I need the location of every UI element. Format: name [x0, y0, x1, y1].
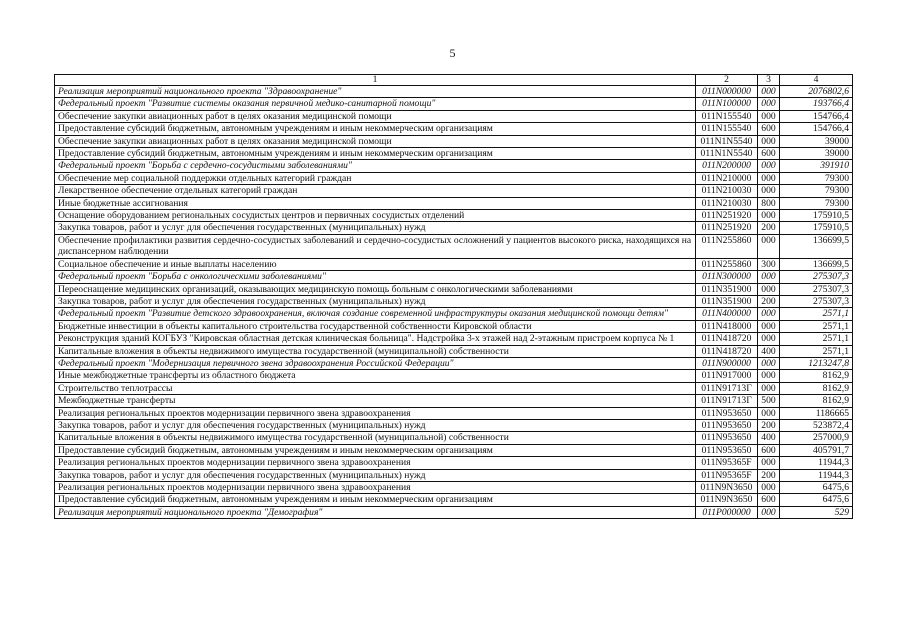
header-cell-sum: 4 [780, 75, 853, 86]
cell-code: 011N953650 [696, 444, 758, 456]
cell-code: 011N351900 [696, 295, 758, 307]
cell-name: Бюджетные инвестиции в объекты капитального строительства государственной собственности Кировской области [55, 320, 696, 332]
cell-code: 011N917000 [696, 370, 758, 382]
table-body [55, 86, 853, 519]
cell-name: Обеспечение закупки авиационных работ в целях оказания медицинской помощи [55, 110, 696, 122]
cell-vr: 000 [758, 185, 780, 197]
cell-code: 011N300000 [696, 271, 758, 283]
cell-code: 011N200000 [696, 160, 758, 172]
cell-vr: 600 [758, 123, 780, 135]
header-row [55, 75, 853, 86]
table-row [55, 494, 853, 506]
cell-sum: 8162,9 [780, 382, 853, 394]
cell-vr: 000 [758, 160, 780, 172]
cell-vr: 200 [758, 222, 780, 234]
cell-vr: 000 [758, 407, 780, 419]
cell-sum: 6475,6 [780, 494, 853, 506]
cell-sum: 257000,9 [780, 432, 853, 444]
cell-sum: 11944,3 [780, 457, 853, 469]
table-row [55, 86, 853, 98]
cell-code: 011N900000 [696, 357, 758, 369]
cell-sum: 2571,1 [780, 333, 853, 345]
table-row [55, 271, 853, 283]
table-row [55, 222, 853, 234]
cell-code: 011N251920 [696, 222, 758, 234]
table-row [55, 172, 853, 184]
cell-name: Реализация региональных проектов модернизации первичного звена здравоохранения [55, 482, 696, 494]
cell-vr: 200 [758, 295, 780, 307]
table-row [55, 407, 853, 419]
table-row [55, 258, 853, 270]
cell-vr: 000 [758, 234, 780, 258]
cell-code: 011N9N3650 [696, 482, 758, 494]
cell-code: 011P000000 [696, 506, 758, 518]
cell-sum: 2571,1 [780, 345, 853, 357]
cell-name: Предоставление субсидий бюджетным, автономным учреждениям и иным некоммерческим организациям [55, 123, 696, 135]
cell-vr: 000 [758, 110, 780, 122]
cell-code: 011N210030 [696, 185, 758, 197]
cell-sum: 2571,1 [780, 320, 853, 332]
table-row [55, 148, 853, 160]
table-row [55, 283, 853, 295]
cell-code: 011N91713Г [696, 382, 758, 394]
cell-name: Реализация региональных проектов модернизации первичного звена здравоохранения [55, 407, 696, 419]
cell-sum: 405791,7 [780, 444, 853, 456]
table-row [55, 444, 853, 456]
table-row [55, 357, 853, 369]
table-row [55, 333, 853, 345]
cell-sum: 8162,9 [780, 370, 853, 382]
cell-vr: 000 [758, 86, 780, 98]
cell-sum: 39000 [780, 135, 853, 147]
cell-name: Иные межбюджетные трансферты из областного бюджета [55, 370, 696, 382]
cell-code: 011N95365F [696, 457, 758, 469]
cell-vr: 000 [758, 382, 780, 394]
cell-vr: 000 [758, 333, 780, 345]
cell-name: Реконструкция зданий КОГБУЗ "Кировская областная детская клиническая больница". Надстройка 3-х этажей над 2-этажным пристроем корпуса № 1 [55, 333, 696, 345]
cell-name: Закупка товаров, работ и услуг для обеспечения государственных (муниципальных) нужд [55, 419, 696, 431]
cell-vr: 000 [758, 308, 780, 320]
cell-sum: 175910,5 [780, 210, 853, 222]
cell-sum: 8162,9 [780, 395, 853, 407]
cell-code: 011N418720 [696, 345, 758, 357]
table-row [55, 110, 853, 122]
cell-vr: 000 [758, 370, 780, 382]
table-row [55, 98, 853, 110]
table-row [55, 469, 853, 481]
table-row [55, 432, 853, 444]
cell-code: 011N400000 [696, 308, 758, 320]
cell-vr: 000 [758, 135, 780, 147]
cell-name: Федеральный проект "Модернизация первичного звена здравоохранения Российской Федерации" [55, 357, 696, 369]
cell-name: Переоснащение медицинских организаций, оказывающих медицинскую помощь больным с онкологическими заболеваниями [55, 283, 696, 295]
cell-vr: 000 [758, 283, 780, 295]
cell-code: 011N155540 [696, 110, 758, 122]
cell-vr: 200 [758, 419, 780, 431]
table-row [55, 185, 853, 197]
cell-name: Обеспечение мер социальной поддержки отдельных категорий граждан [55, 172, 696, 184]
cell-sum: 275307,3 [780, 283, 853, 295]
cell-name: Строительство теплотрассы [55, 382, 696, 394]
cell-code: 011N210030 [696, 197, 758, 209]
cell-vr: 000 [758, 210, 780, 222]
table-row [55, 135, 853, 147]
cell-code: 011N95365F [696, 469, 758, 481]
cell-vr: 500 [758, 395, 780, 407]
cell-name: Лекарственное обеспечение отдельных категорий граждан [55, 185, 696, 197]
cell-name: Иные бюджетные ассигнования [55, 197, 696, 209]
cell-name: Федеральный проект "Развитие детского здравоохранения, включая создание современной инфраструктуры оказания медицинской помощи детям" [55, 308, 696, 320]
cell-sum: 2571,1 [780, 308, 853, 320]
cell-vr: 000 [758, 357, 780, 369]
cell-name: Реализация мероприятий национального проекта "Здравоохранение" [55, 86, 696, 98]
cell-name: Предоставление субсидий бюджетным, автономным учреждениям и иным некоммерческим организациям [55, 494, 696, 506]
table-row [55, 308, 853, 320]
header-cell-name: 1 [55, 75, 696, 86]
table-row [55, 419, 853, 431]
table-row [55, 197, 853, 209]
cell-name: Закупка товаров, работ и услуг для обеспечения государственных (муниципальных) нужд [55, 469, 696, 481]
cell-sum: 275307,3 [780, 295, 853, 307]
cell-sum: 1213247,8 [780, 357, 853, 369]
cell-sum: 1186665 [780, 407, 853, 419]
cell-sum: 39000 [780, 148, 853, 160]
table-row [55, 482, 853, 494]
cell-code: 011N255860 [696, 234, 758, 258]
header-cell-code: 2 [696, 75, 758, 86]
table-row [55, 506, 853, 518]
cell-name: Закупка товаров, работ и услуг для обеспечения государственных (муниципальных) нужд [55, 222, 696, 234]
cell-vr: 000 [758, 271, 780, 283]
cell-name: Закупка товаров, работ и услуг для обеспечения государственных (муниципальных) нужд [55, 295, 696, 307]
table-row [55, 295, 853, 307]
cell-code: 011N9N3650 [696, 494, 758, 506]
cell-code: 011N351900 [696, 283, 758, 295]
cell-code: 011N418000 [696, 320, 758, 332]
cell-vr: 400 [758, 345, 780, 357]
cell-sum: 79300 [780, 185, 853, 197]
cell-vr: 600 [758, 444, 780, 456]
cell-sum: 79300 [780, 172, 853, 184]
budget-table [54, 74, 853, 519]
cell-name: Предоставление субсидий бюджетным, автономным учреждениям и иным некоммерческим организациям [55, 444, 696, 456]
cell-name: Реализация мероприятий национального проекта "Демография" [55, 506, 696, 518]
cell-name: Межбюджетные трансферты [55, 395, 696, 407]
cell-code: 011N000000 [696, 86, 758, 98]
table-row [55, 345, 853, 357]
cell-vr: 600 [758, 148, 780, 160]
cell-sum: 193766,4 [780, 98, 853, 110]
cell-name: Обеспечение профилактики развития сердечно-сосудистых заболеваний и сердечно-сосудистых осложнений у пациентов высокого риска, находящихся на диспансерном наблюдении [55, 234, 696, 258]
table-row [55, 234, 853, 258]
cell-code: 011N953650 [696, 407, 758, 419]
header-cell-vr: 3 [758, 75, 780, 86]
cell-name: Федеральный проект "Развитие системы оказания первичной медико-санитарной помощи" [55, 98, 696, 110]
cell-sum: 136699,5 [780, 234, 853, 258]
cell-code: 011N210000 [696, 172, 758, 184]
cell-sum: 529 [780, 506, 853, 518]
cell-vr: 000 [758, 172, 780, 184]
cell-vr: 000 [758, 320, 780, 332]
cell-sum: 136699,5 [780, 258, 853, 270]
cell-vr: 200 [758, 469, 780, 481]
cell-name: Оснащение оборудованием региональных сосудистых центров и первичных сосудистых отделений [55, 210, 696, 222]
cell-code: 011N418720 [696, 333, 758, 345]
table-row [55, 457, 853, 469]
cell-name: Федеральный проект "Борьба с онкологическими заболеваниями" [55, 271, 696, 283]
cell-vr: 800 [758, 197, 780, 209]
cell-sum: 154766,4 [780, 123, 853, 135]
cell-name: Реализация региональных проектов модернизации первичного звена здравоохранения [55, 457, 696, 469]
cell-name: Капитальные вложения в объекты недвижимого имущества государственной (муниципальной) собственности [55, 432, 696, 444]
cell-sum: 523872,4 [780, 419, 853, 431]
table-row [55, 123, 853, 135]
cell-name: Капитальные вложения в объекты недвижимого имущества государственной (муниципальной) собственности [55, 345, 696, 357]
cell-code: 011N251920 [696, 210, 758, 222]
cell-sum: 175910,5 [780, 222, 853, 234]
cell-sum: 11944,3 [780, 469, 853, 481]
cell-code: 011N255860 [696, 258, 758, 270]
cell-code: 011N100000 [696, 98, 758, 110]
cell-sum: 391910 [780, 160, 853, 172]
cell-sum: 6475,6 [780, 482, 853, 494]
cell-sum: 275307,3 [780, 271, 853, 283]
cell-vr: 000 [758, 506, 780, 518]
table-row [55, 395, 853, 407]
cell-name: Обеспечение закупки авиационных работ в целях оказания медицинской помощи [55, 135, 696, 147]
cell-code: 011N953650 [696, 432, 758, 444]
cell-vr: 600 [758, 494, 780, 506]
cell-vr: 000 [758, 457, 780, 469]
cell-sum: 79300 [780, 197, 853, 209]
table-row [55, 320, 853, 332]
cell-code: 011N91713Г [696, 395, 758, 407]
cell-code: 011N155540 [696, 123, 758, 135]
table-row [55, 160, 853, 172]
cell-vr: 000 [758, 482, 780, 494]
cell-name: Федеральный проект "Борьба с сердечно-сосудистыми заболеваниями" [55, 160, 696, 172]
cell-code: 011N1N5540 [696, 148, 758, 160]
cell-vr: 000 [758, 98, 780, 110]
page-number: 5 [449, 46, 456, 60]
cell-vr: 400 [758, 432, 780, 444]
cell-sum: 2076802,6 [780, 86, 853, 98]
table-row [55, 382, 853, 394]
table-row [55, 370, 853, 382]
cell-name: Социальное обеспечение и иные выплаты населению [55, 258, 696, 270]
cell-vr: 300 [758, 258, 780, 270]
cell-sum: 154766,4 [780, 110, 853, 122]
cell-name: Предоставление субсидий бюджетным, автономным учреждениям и иным некоммерческим организациям [55, 148, 696, 160]
table-row [55, 210, 853, 222]
cell-code: 011N953650 [696, 419, 758, 431]
cell-code: 011N1N5540 [696, 135, 758, 147]
